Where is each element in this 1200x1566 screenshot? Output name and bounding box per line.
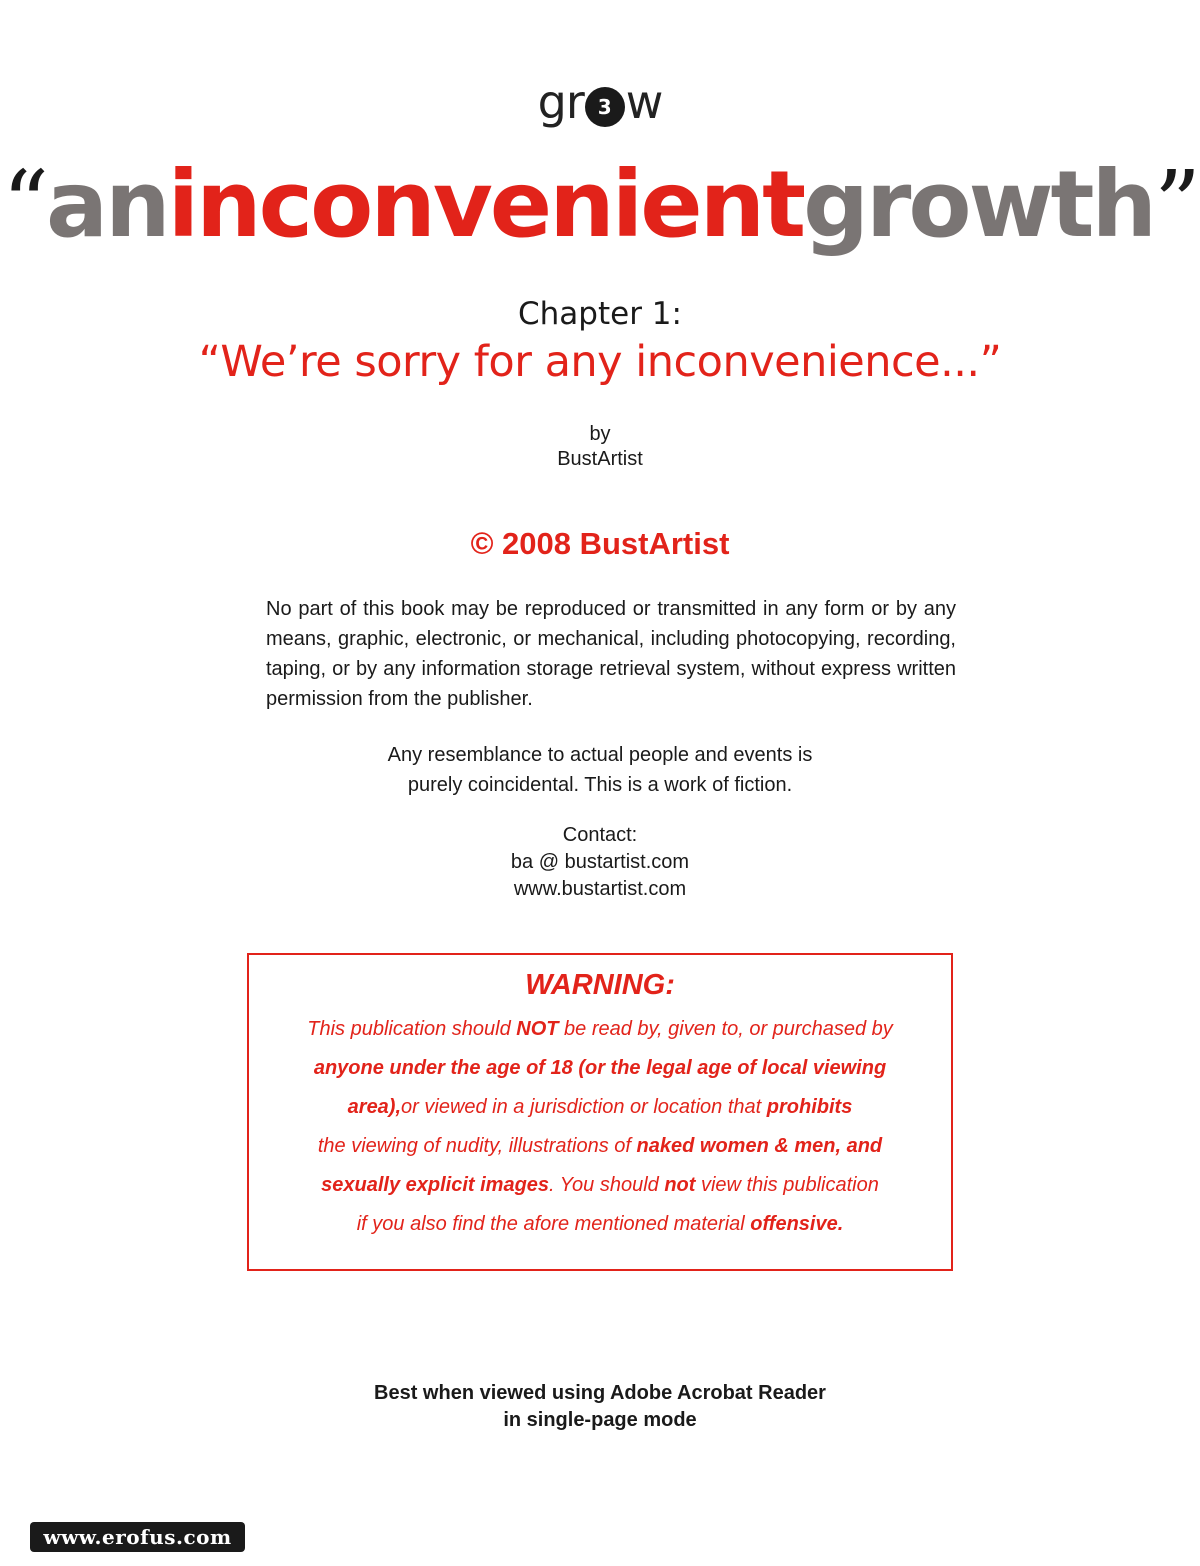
site-watermark: www.erofus.com (30, 1522, 245, 1552)
best-line-1: Best when viewed using Adobe Acrobat Reader (374, 1382, 826, 1404)
fiction-line-1: Any resemblance to actual people and events is (387, 744, 813, 766)
warning-emphasis: sexually explicit images (321, 1174, 550, 1196)
warning-line-4 (255, 1127, 945, 1166)
warning-emphasis: naked women & men, and (636, 1135, 883, 1157)
fiction-disclaimer (0, 740, 1200, 800)
copyright-notice: © 2008 BustArtist (470, 526, 730, 561)
warning-line-5 (255, 1166, 945, 1205)
legal-paragraph: No part of this book may be reproduced or transmitted in any form or by any means, graphic, electronic, or mechanical, including photocopying, recording, taping, or by any information storage retrieval system, without express written permission from the publisher. (266, 598, 956, 710)
warning-text-segment: the viewing of nudity, illustrations of (317, 1135, 637, 1157)
warning-emphasis: area), (347, 1096, 402, 1118)
by-label: by (589, 423, 611, 445)
warning-text-segment: . You should (549, 1174, 665, 1196)
warning-text-segment: if you also find the afore mentioned material (356, 1213, 751, 1235)
warning-line-2 (255, 1049, 945, 1088)
logo-circle-badge: 3 (585, 87, 625, 127)
viewing-recommendation (0, 1380, 1200, 1434)
warning-emphasis: not (664, 1174, 696, 1196)
title-part-an: an (45, 151, 168, 258)
logo-prefix: gr (537, 75, 584, 129)
warning-text (255, 1010, 945, 1244)
warning-text-segment: view this publication (695, 1174, 879, 1196)
fiction-line-2: purely coincidental. This is a work of fiction. (407, 774, 793, 796)
warning-text-segment: or viewed in a jurisdiction or location that (401, 1096, 767, 1118)
title-part-growth: growth (803, 151, 1155, 258)
title-open-quote: “ (1, 151, 46, 258)
main-title (0, 150, 1200, 260)
warning-text-segment: be read by, given to, or purchased by (558, 1018, 893, 1040)
warning-emphasis: NOT (516, 1018, 559, 1040)
warning-emphasis: anyone under the age of 18 (or the legal age of local viewing (313, 1057, 887, 1079)
warning-line-6 (255, 1205, 945, 1244)
contact-email[interactable]: ba @ bustartist.com (510, 851, 690, 873)
author-name: BustArtist (557, 448, 643, 470)
warning-line-1 (255, 1010, 945, 1049)
contact-block (0, 822, 1200, 903)
chapter-subtitle: “We’re sorry for any inconvenience...” (198, 337, 1002, 387)
warning-emphasis: prohibits (766, 1096, 853, 1118)
warning-title: WARNING: (525, 969, 675, 1001)
title-close-quote: ” (1154, 151, 1199, 258)
contact-website[interactable]: www.bustartist.com (513, 878, 687, 900)
warning-emphasis: offensive. (750, 1213, 844, 1235)
grow-logo (0, 72, 1200, 132)
warning-text-segment: This publication should (307, 1018, 517, 1040)
logo-suffix: w (625, 75, 663, 129)
best-line-2: in single-page mode (503, 1409, 697, 1431)
chapter-label: Chapter 1: (518, 296, 682, 332)
title-part-inconvenient: inconvenient (167, 151, 804, 258)
warning-line-3 (255, 1088, 945, 1127)
contact-label: Contact: (562, 824, 638, 846)
